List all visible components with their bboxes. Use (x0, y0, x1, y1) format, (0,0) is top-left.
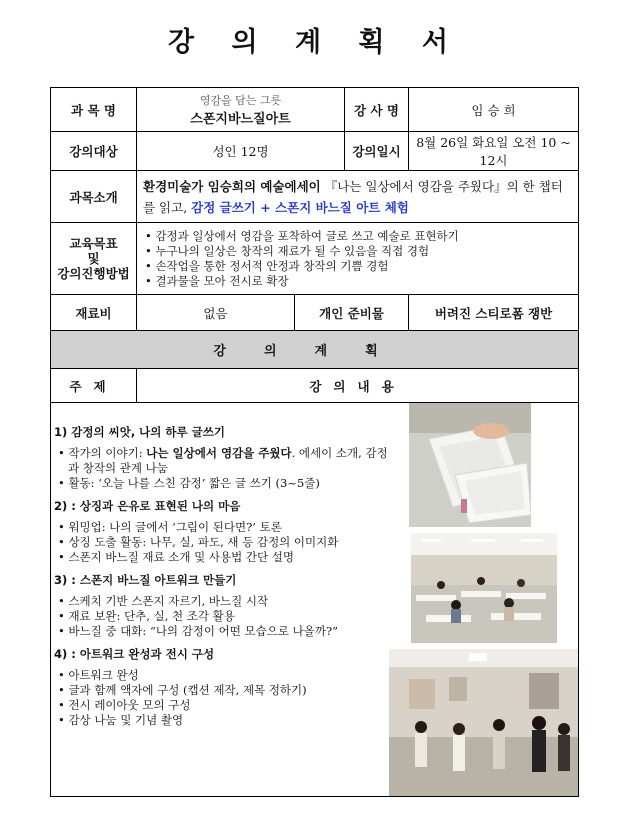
teacher-label: 강 사 명 (345, 88, 409, 132)
goals-cell (137, 223, 579, 295)
step-title (54, 647, 394, 662)
target-label: 강의대상 (51, 132, 137, 171)
section-header: 강의계획 (51, 331, 579, 369)
goals-label (51, 223, 137, 295)
prep-label: 개인 준비물 (295, 295, 409, 331)
intro-text (137, 171, 579, 223)
subject-subtitle: 영감을 담는 그릇 (199, 94, 282, 107)
target-value: 성인 12명 (137, 132, 345, 171)
step-title (54, 425, 394, 440)
item-text-post: . 에세이 소개, 감정과 창작의 관계 나눔 (68, 446, 388, 475)
step-title-text: 아트워크 완성과 전시 구성 (79, 647, 215, 661)
row-content (51, 403, 579, 797)
goal-item: • 누구나의 일상은 창작의 재료가 될 수 있음을 직접 경험 (145, 244, 574, 259)
steps-list (54, 425, 394, 736)
row-section-header (51, 331, 579, 369)
goal-item: • 감정과 일상에서 영감을 포착하여 글로 쓰고 예술로 표현하기 (145, 229, 574, 244)
step-2 (54, 499, 394, 565)
step-number: 2) : (54, 499, 80, 513)
row-goals (51, 223, 579, 295)
row-subject (51, 88, 579, 132)
list-item: • 글과 함께 액자에 구성 (캡션 제작, 제목 정하기) (58, 683, 394, 698)
row-intro (51, 171, 579, 223)
teacher-name: 임 승 희 (409, 88, 579, 132)
step-title-text: 상징과 은유로 표현된 나의 마음 (79, 499, 241, 513)
item-text: 작가의 이야기: (68, 446, 147, 460)
list-item: • 전시 레이아웃 모의 구성 (58, 698, 394, 713)
step-number: 4) : (54, 647, 80, 661)
step-title-text: 스폰지 바느질 아트워크 만들기 (79, 573, 237, 587)
goals-list (145, 229, 574, 289)
step-1 (54, 425, 394, 491)
list-item: • 워밍업: 나의 글에서 ‘그림이 된다면?’ 토론 (58, 520, 394, 535)
row-topic-header (51, 369, 579, 403)
goals-label-line3: 강의진행방법 (57, 266, 130, 281)
goals-label-line1: 교육목표 (69, 236, 118, 251)
step-4 (54, 647, 394, 728)
datetime-label: 강의일시 (345, 132, 409, 171)
content-label: 강의내용 (137, 369, 579, 403)
step-title-text: 감정의 씨앗, 나의 하루 글쓰기 (71, 425, 225, 439)
content-cell (51, 403, 579, 797)
topic-label: 주제 (51, 369, 137, 403)
list-item: • 상징 도출 활동: 나무, 실, 파도, 새 등 감정의 이미지화 (58, 535, 394, 550)
classroom-photo (411, 533, 557, 643)
step-number: 1) (54, 425, 72, 439)
lecture-plan-table (50, 87, 579, 797)
exhibition-photo (389, 649, 579, 796)
list-item: • 감상 나눔 및 기념 촬영 (58, 713, 394, 728)
goal-item: • 손작업을 통한 정서적 안정과 창작의 기쁨 경험 (145, 259, 574, 274)
list-item (58, 446, 394, 476)
row-material (51, 295, 579, 331)
goal-item: • 결과물을 모아 전시로 확장 (145, 274, 574, 289)
list-item: • 활동: ‘오늘 나를 스친 감정’ 짧은 글 쓰기 (3~5줄) (58, 476, 394, 491)
document-title: 강 의 계 획 서 (167, 27, 462, 58)
prep-value: 버려진 스티로폼 쟁반 (409, 295, 579, 331)
intro-activity: 감정 글쓰기 + 스폰지 바느질 아트 체험 (191, 199, 409, 215)
item-bold: 나는 일상에서 영감을 주웠다 (146, 446, 292, 460)
row-target (51, 132, 579, 171)
list-item: • 아트워크 완성 (58, 668, 394, 683)
step-items (54, 668, 394, 728)
step-number: 3) : (54, 573, 80, 587)
list-item: • 스폰지 바느질 재료 소개 및 사용법 간단 설명 (58, 550, 394, 565)
step-title (54, 573, 394, 588)
step-items (54, 446, 394, 491)
datetime-value: 8월 26일 화요일 오전 10 ~ 12시 (409, 132, 579, 171)
subject-label: 과 목 명 (51, 88, 137, 132)
content-area (51, 403, 578, 796)
list-item: • 스케치 기반 스폰지 자르기, 바느질 시작 (58, 594, 394, 609)
step-items (54, 520, 394, 565)
list-item: • 바느질 중 대화: “나의 감정이 어떤 모습으로 나올까?” (58, 624, 394, 639)
goals-label-line2: 및 (87, 251, 100, 266)
intro-book: 『나는 일상에서 영감을 주웠다』의 한 챕터를 읽고, (143, 178, 563, 215)
step-title (54, 499, 394, 514)
material-value: 없음 (137, 295, 295, 331)
styrofoam-tray-photo (409, 403, 531, 527)
material-label: 재료비 (51, 295, 137, 331)
step-items (54, 594, 394, 639)
intro-label: 과목소개 (51, 171, 137, 223)
intro-author: 환경미술가 임승희의 예술에세이 (143, 178, 321, 194)
subject-cell (137, 88, 345, 132)
list-item: • 재료 보완: 단추, 실, 천 조각 활용 (58, 609, 394, 624)
step-3 (54, 573, 394, 639)
course-name: 스폰지바느질아트 (190, 112, 291, 127)
